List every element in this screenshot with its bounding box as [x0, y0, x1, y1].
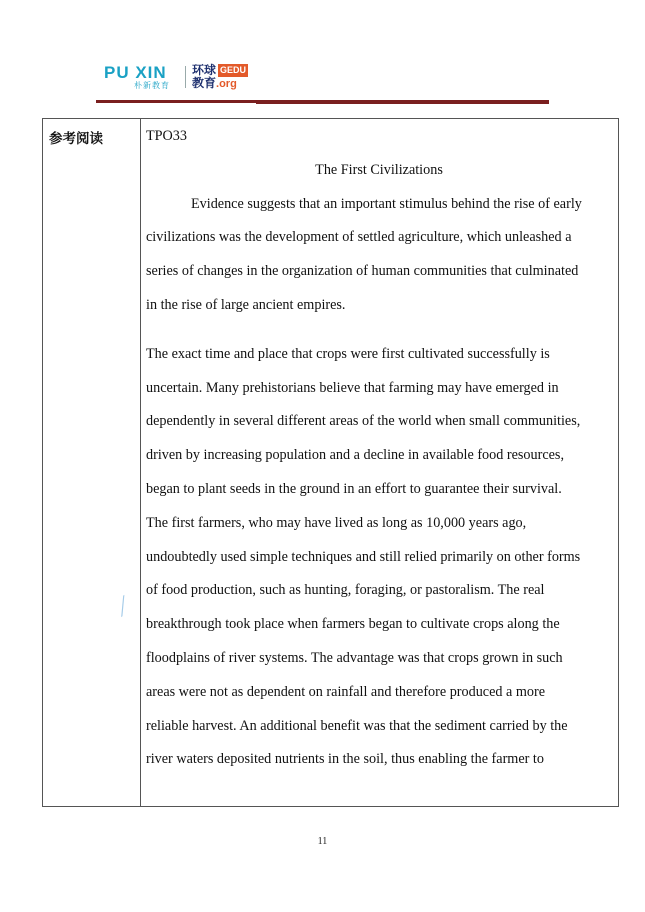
header-rule-thin: [256, 103, 549, 104]
table-column-divider: [140, 118, 141, 807]
passage-line: Evidence suggests that an important stimulus behind the rise of early: [191, 195, 582, 212]
passage-source: TPO33: [146, 128, 187, 144]
puxin-logo-text: PU XIN: [104, 63, 167, 82]
puxin-logo: [104, 64, 170, 90]
table-content-cell: [146, 120, 612, 777]
passage-line: began to plant seeds in the ground in an effort to guarantee their survival.: [146, 480, 562, 497]
gedu-logo: [192, 64, 248, 91]
table-label-cell: 参考阅读: [49, 131, 103, 147]
passage-line: uncertain. Many prehistorians believe that farming may have emerged in: [146, 379, 559, 396]
puxin-logo-subtext: 朴新教育: [134, 81, 170, 90]
watermark-icon: ⟋: [110, 592, 138, 622]
page-header: [0, 0, 645, 112]
gedu-logo-org: .org: [216, 78, 237, 90]
passage-line: breakthrough took place when farmers began to cultivate crops along the: [146, 616, 560, 633]
passage-line: The exact time and place that crops were first cultivated successfully is: [146, 345, 550, 362]
passage-line: series of changes in the organization of human communities that culminated: [146, 263, 579, 280]
passage-line: dependently in several different areas of the world when small communities,: [146, 413, 581, 430]
passage-line: areas were not as dependent on rainfall and therefore produced a more: [146, 683, 546, 700]
passage-line: of food production, such as hunting, foraging, or pastoralism. The real: [146, 582, 545, 599]
passage-line: undoubtedly used simple techniques and still relied primarily on other forms: [146, 548, 581, 565]
passage-line: driven by increasing population and a decline in available food resources,: [146, 447, 564, 464]
page-number: 11: [317, 836, 328, 847]
gedu-logo-bottom-text: 教育: [192, 76, 217, 90]
passage-line: reliable harvest. An additional benefit was that the sediment carried by the: [146, 717, 568, 734]
gedu-logo-badge: GEDU: [220, 65, 247, 75]
passage-title: The First Civilizations: [315, 161, 443, 178]
passage-line: floodplains of river systems. The advantage was that crops grown in such: [146, 649, 563, 666]
passage-line: river waters deposited nutrients in the soil, thus enabling the farmer to: [146, 751, 544, 768]
passage-line: civilizations was the development of settled agriculture, which unleashed a: [146, 229, 572, 246]
passage-line: The first farmers, who may have lived as long as 10,000 years ago,: [146, 514, 527, 531]
logo-divider: [185, 66, 186, 88]
gedu-logo-top-text: 环球: [192, 63, 217, 77]
passage-line: in the rise of large ancient empires.: [146, 296, 346, 313]
